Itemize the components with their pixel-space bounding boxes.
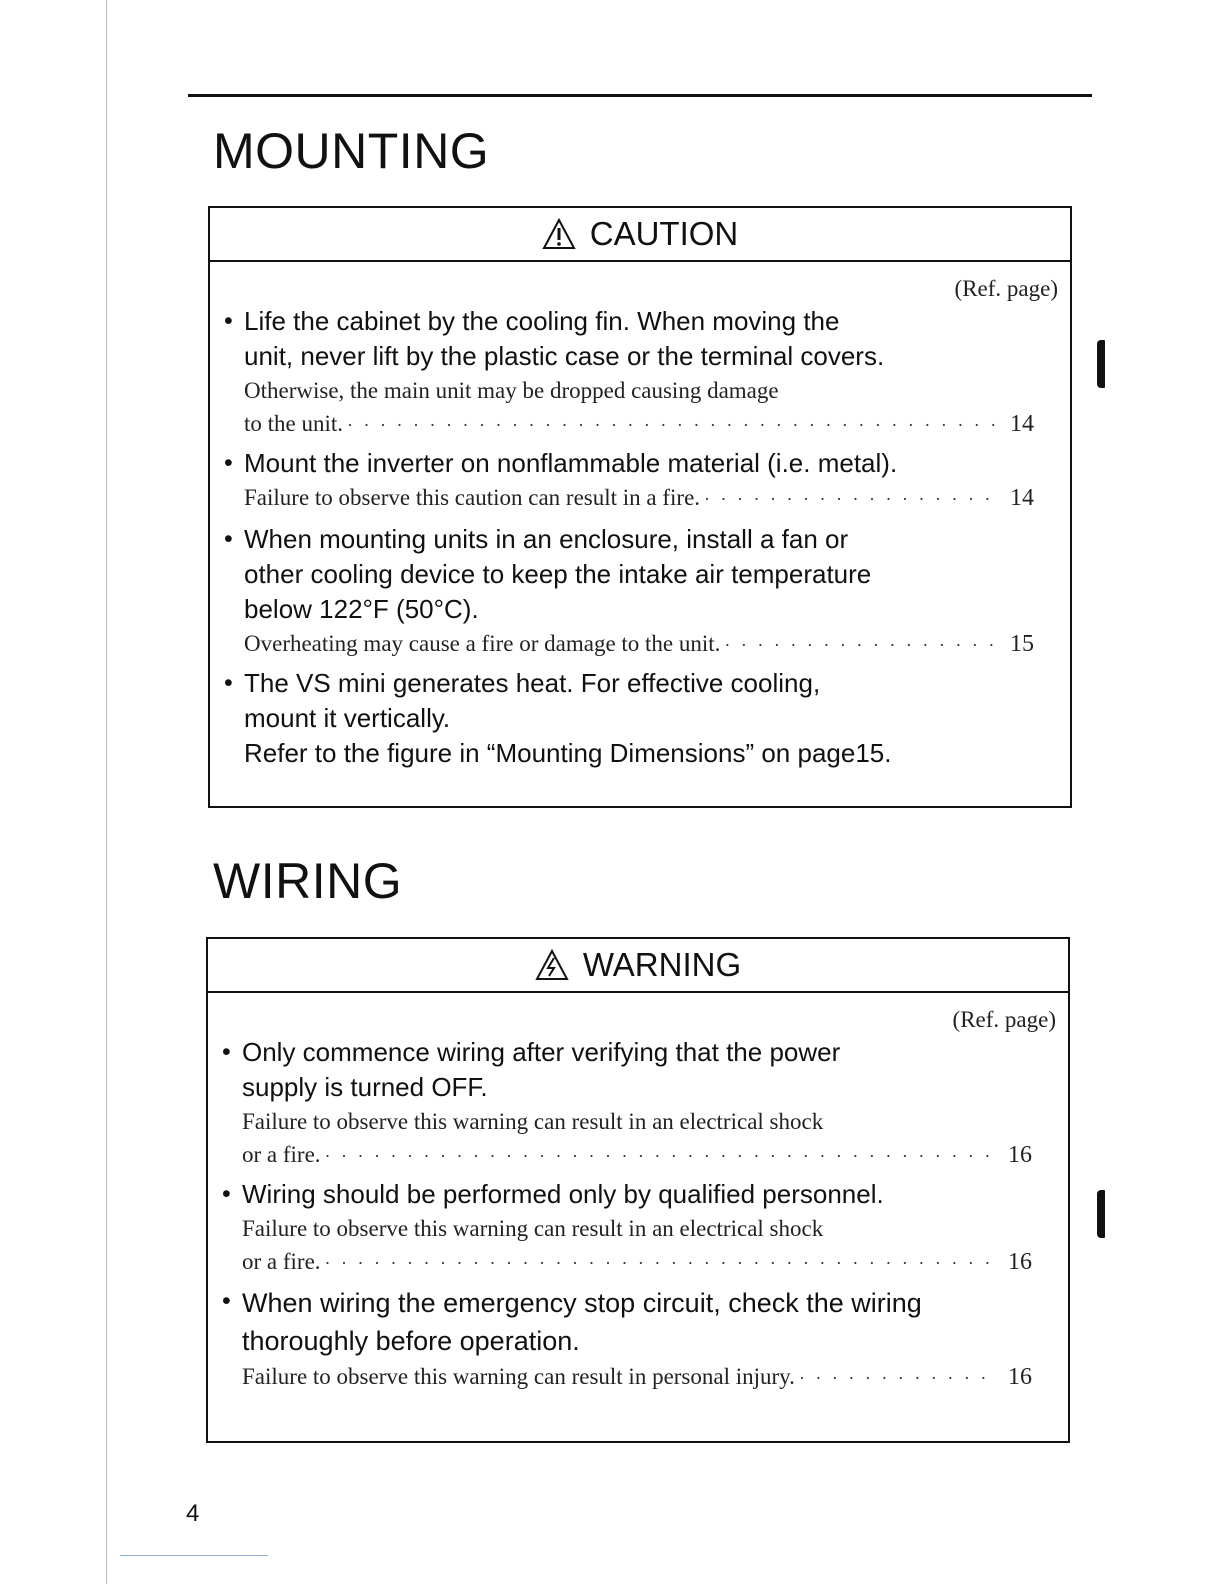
warning-item: • Wiring should be performed only by qualified personnel. Failure to observe this warning can result in an electrical shock or a fire. · · · 16: [208, 1177, 1068, 1280]
warning-item: • When wiring the emergency stop circuit, check the wiring thoroughly before operation. Failure to observe this warning can result in personal injury. · · · 16: [208, 1284, 1068, 1395]
ref-page-label: (Ref. page): [952, 1007, 1056, 1032]
caution-item: • Mount the inverter on nonflammable material (i.e. metal). Failure to observe this caution can result in a fire. · · · 14: [210, 446, 1070, 516]
warning-label: WARNING: [582, 946, 742, 983]
caution-header: [210, 208, 1070, 262]
warning-header: [208, 939, 1068, 993]
caution-item: • The VS mini generates heat. For effective cooling, mount it vertically. Refer to the figure in “Mounting Dimensions” on page15.: [224, 668, 892, 768]
ref-page-number: 15: [1010, 631, 1034, 657]
caution-box: [208, 206, 1072, 808]
ref-page-number: 16: [1008, 1142, 1032, 1168]
warning-box: [206, 937, 1070, 1443]
electrical-warning-icon: [535, 949, 569, 981]
page-number: 4: [186, 1500, 200, 1527]
ref-page-number: 14: [1010, 411, 1034, 437]
ref-page-label: (Ref. page): [954, 276, 1058, 301]
caution-item: • When mounting units in an enclosure, install a fan or other cooling device to keep the intake air temperature below 122°F (50°C). Overheating may cause a fire or damage to the unit. · · · 15: [210, 522, 1070, 662]
mounting-title: MOUNTING: [213, 123, 490, 179]
ref-page-number: 16: [1008, 1249, 1032, 1275]
caution-label: CAUTION: [589, 215, 739, 252]
caution-triangle-icon: [542, 218, 576, 250]
ref-page-number: 14: [1010, 485, 1034, 511]
footer-rule: [120, 1555, 268, 1556]
caution-item: • Life the cabinet by the cooling fin. When moving the unit, never lift by the plastic case or the terminal covers. Otherwise, the main unit may be dropped causing damage to the unit. · · · 14: [210, 304, 1070, 442]
page-margin-line: [106, 0, 107, 1584]
wiring-title: WIRING: [213, 853, 403, 909]
header-rule: [188, 94, 1092, 97]
ref-page-number: 16: [1008, 1364, 1032, 1390]
warning-item: • Only commence wiring after verifying that the power supply is turned OFF. Failure to observe this warning can result in an electrical shock or a fire. · · · 16: [208, 1035, 1068, 1173]
margin-mark: [1097, 1190, 1105, 1238]
margin-mark: [1097, 340, 1105, 388]
